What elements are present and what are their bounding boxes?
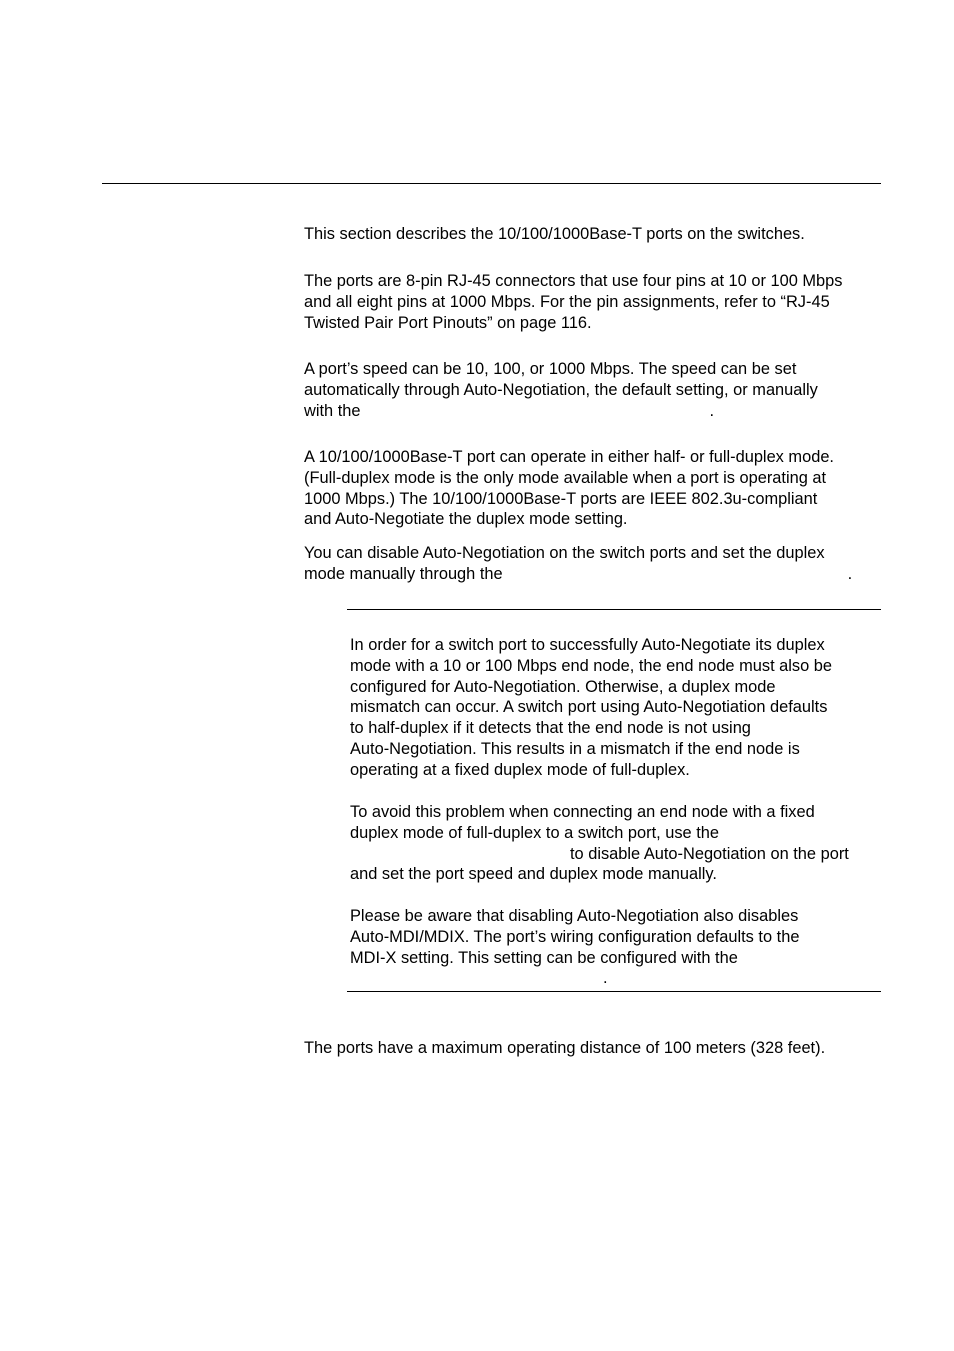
note-paragraph-3 [350, 906, 881, 989]
duplex-line-3: 1000 Mbps.) The 10/100/1000Base-T ports are IEEE 802.3u-compliant [304, 489, 818, 508]
speed-line-3-start: with the [304, 401, 361, 420]
note-p3-line-1: Please be aware that disabling Auto-Negotiation also disables [350, 907, 799, 925]
speed-paragraph [304, 359, 881, 421]
disable-line-1: You can disable Auto-Negotiation on the switch ports and set the duplex [304, 544, 825, 562]
note-p1-line-6: Auto-Negotiation. This results in a mismatch if the end node is [350, 739, 800, 758]
note-p1-line-4: mismatch can occur. A switch port using Auto-Negotiation defaults [350, 698, 828, 717]
note-p2-line-3-text: to disable Auto-Negotiation on the port [570, 844, 849, 863]
disable-line-2 [304, 564, 881, 585]
note-paragraph-2 [350, 802, 881, 885]
note-p3-line-2: Auto-MDI/MDIX. The port’s wiring configuration defaults to the [350, 927, 800, 946]
connector-line-3: Twisted Pair Port Pinouts” on page 116. [304, 313, 592, 332]
note-p2-line-4: and set the port speed and duplex mode manually. [350, 865, 717, 884]
header-rule [102, 183, 881, 184]
note-top-rule [347, 609, 881, 610]
intro-line: This section describes the 10/100/1000Base-T ports on the switches. [304, 225, 805, 243]
connector-line-2: and all eight pins at 1000 Mbps. For the pin assignments, refer to “RJ-45 [304, 292, 830, 311]
connector-paragraph [304, 271, 881, 333]
note-p3-line-4-end: . [603, 969, 608, 988]
note-p2-line-1: To avoid this problem when connecting an end node with a fixed [350, 803, 815, 821]
distance-line: The ports have a maximum operating distance of 100 meters (328 feet). [304, 1039, 826, 1057]
note-p2-line-3 [350, 844, 881, 865]
disable-line-2-start: mode manually through the [304, 564, 503, 583]
note-paragraph-1 [350, 635, 881, 781]
distance-paragraph [304, 1038, 881, 1059]
disable-paragraph [304, 543, 881, 585]
disable-line-2-end: . [847, 564, 853, 583]
note-p1-line-2: mode with a 10 or 100 Mbps end node, the end node must also be [350, 656, 833, 675]
intro-paragraph [304, 224, 881, 245]
note-p1-line-1: In order for a switch port to successfully Auto-Negotiate its duplex [350, 636, 825, 654]
note-p3-line-3: MDI-X setting. This setting can be configured with the [350, 948, 738, 967]
speed-line-2: automatically through Auto-Negotiation, the default setting, or manually [304, 380, 818, 399]
duplex-paragraph [304, 447, 881, 530]
duplex-line-2: (Full-duplex mode is the only mode available when a port is operating at [304, 468, 827, 487]
note-p1-line-7: operating at a fixed duplex mode of full-duplex. [350, 760, 690, 779]
connector-line-1: The ports are 8-pin RJ-45 connectors that use four pins at 10 or 100 Mbps [304, 272, 843, 290]
note-p2-line-2: duplex mode of full-duplex to a switch port, use the [350, 823, 719, 842]
note-p1-line-5: to half-duplex if it detects that the end node is not using [350, 719, 751, 738]
duplex-line-1: A 10/100/1000Base-T port can operate in either half- or full-duplex mode. [304, 448, 834, 466]
note-p3-line-4 [350, 968, 881, 989]
duplex-line-4: and Auto-Negotiate the duplex mode setting. [304, 510, 628, 529]
note-p1-line-3: configured for Auto-Negotiation. Otherwise, a duplex mode [350, 677, 776, 696]
note-bottom-rule [347, 991, 881, 992]
speed-line-3 [304, 401, 881, 422]
speed-line-3-end: . [709, 401, 715, 420]
speed-line-1: A port’s speed can be 10, 100, or 1000 Mbps. The speed can be set [304, 360, 797, 378]
